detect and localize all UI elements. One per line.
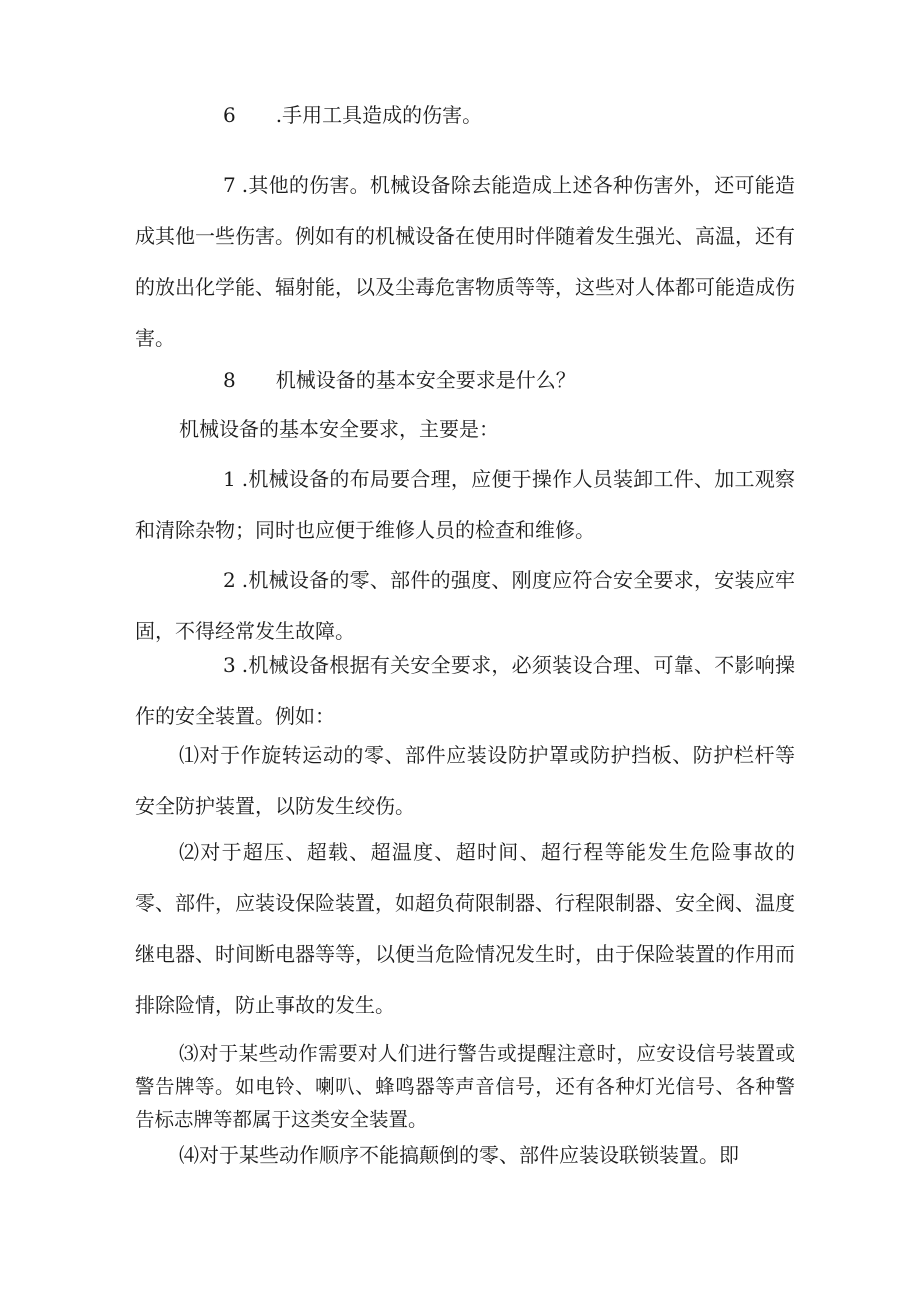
paragraph-requirement-1	[135, 454, 795, 556]
paragraph-text: .机械设备的零、部件的强度、刚度应符合安全要求，安装应牢固，不得经常发生故障。	[135, 568, 795, 643]
paragraph-text: ⑵对于超压、超载、超温度、超时间、超行程等能发生危险事故的零、部件，应装设保险装置，如超负荷限制器、行程限制器、安全阀、温度继电器、时间断电器等等，以便当危险情况发生时，由于保险装置的作用而排除险情，防止事故的发生。	[135, 840, 795, 1017]
paragraph-intro	[135, 404, 795, 455]
item-number: 2	[223, 568, 236, 592]
paragraph-text: ⑷对于某些动作顺序不能搞颠倒的零、部件应装设联锁装置。即	[179, 1143, 739, 1167]
paragraph-text: .机械设备的布局要合理，应便于操作人员装卸工件、加工观察和清除杂物；同时也应便于维修人员的检查和维修。	[135, 467, 795, 542]
paragraph-text: .手用工具造成的伤害。	[275, 103, 483, 127]
section-heading: 机械设备的基本安全要求是什么？	[275, 368, 576, 392]
paragraph-text: .机械设备根据有关安全要求，必须装设合理、可靠、不影响操作的安全装置。例如：	[135, 653, 795, 728]
item-number: 1	[223, 467, 236, 491]
paragraph-text: ⑶对于某些动作需要对人们进行警告或提醒注意时，应安设信号装置或警告牌等。如电铃、喇叭、蜂鸣器等声音信号，还有各种灯光信号、各种警告标志牌等都属于这类安全装置。	[135, 1042, 795, 1131]
paragraph-sub-1	[135, 730, 795, 832]
item-number: 6	[223, 103, 236, 127]
item-number: 3	[223, 653, 236, 677]
paragraph-item-8	[135, 355, 795, 406]
paragraph-item-7	[135, 160, 795, 364]
paragraph-text: ⑴对于作旋转运动的零、部件应装设防护罩或防护挡板、防护栏杆等安全防护装置，以防发生绞伤。	[135, 743, 795, 818]
paragraph-sub-3	[135, 1037, 795, 1136]
paragraph-text: .其他的伤害。机械设备除去能造成上述各种伤害外，还可能造成其他一些伤害。例如有的机械设备在使用时伴随着发生强光、高温，还有的放出化学能、辐射能，以及尘毒危害物质等等，这些对人体都可能造成伤害。	[135, 173, 795, 350]
paragraph-sub-2	[135, 827, 795, 1031]
paragraph-sub-4	[135, 1130, 795, 1181]
paragraph-item-6	[135, 90, 795, 141]
item-number: 8	[223, 368, 236, 392]
paragraph-requirement-3	[135, 640, 795, 742]
item-number: 7	[223, 173, 236, 197]
paragraph-text: 机械设备的基本安全要求，主要是：	[179, 417, 499, 441]
